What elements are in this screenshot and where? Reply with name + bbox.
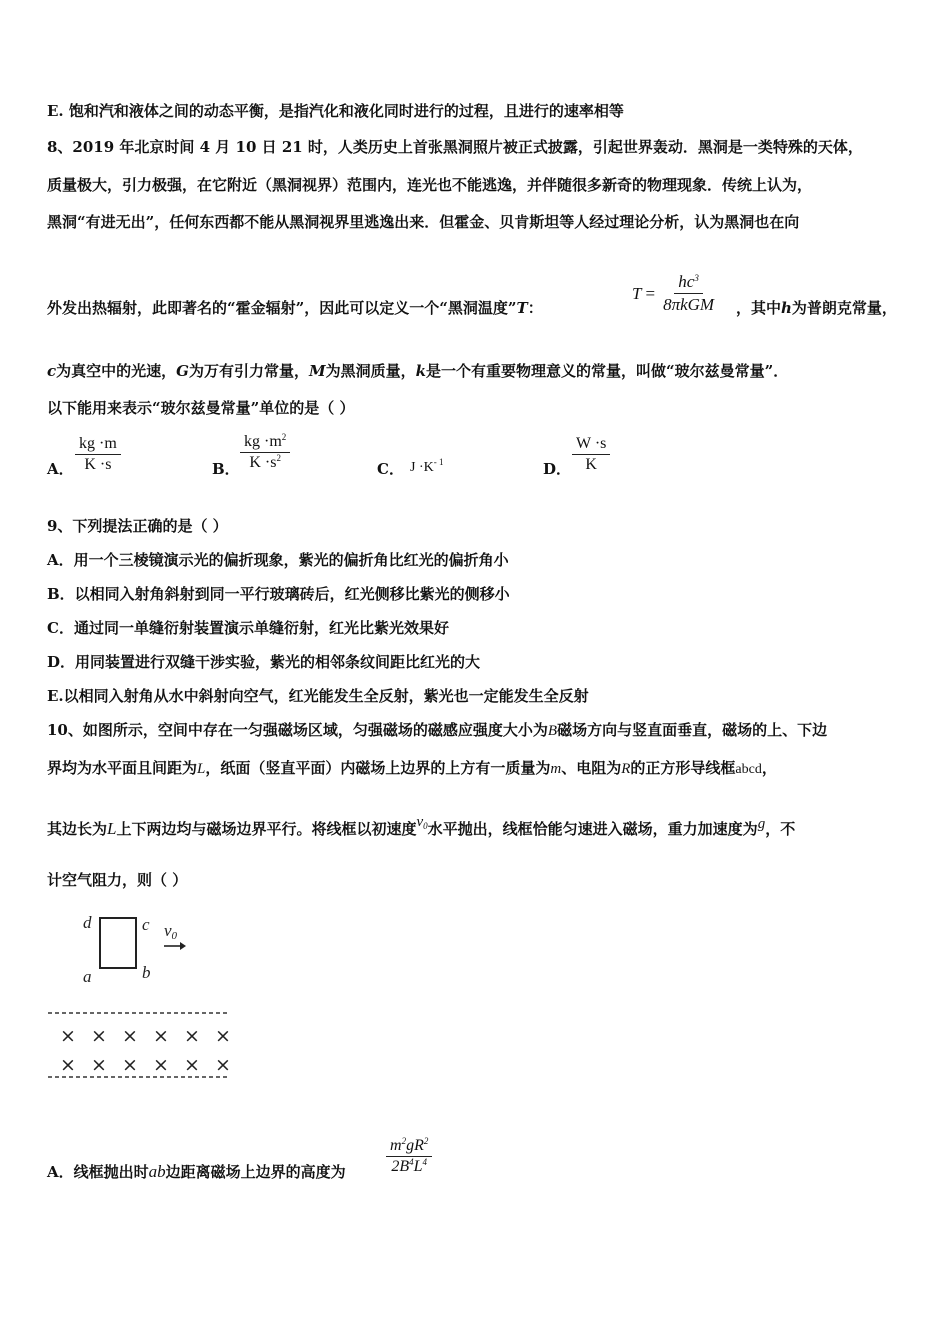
corner-label-b: b	[142, 963, 151, 982]
field-markers	[60, 1025, 231, 1076]
q8-text-line-4: 外发出热辐射，此即著名的“霍金辐射”，因此可以定义一个“黑洞温度”T：	[47, 299, 543, 317]
field-marker: ×	[215, 1025, 231, 1047]
q8-text-line-2: 质量极大，引力极强，在它附近（黑洞视界）范围内，连光也不能逃逸，并伴随很多新奇的物理现象．传统上认为，	[47, 176, 813, 194]
q8-option-d-unit: $\frac{W \cdot s}{K}$	[572, 435, 610, 474]
q8-text-line-5: c为真空中的光速，G为万有引力常量，M为黑洞质量，k是一个有重要物理意义的常量，叫做“玻尔兹曼常量”．	[47, 362, 789, 380]
velocity-arrow-head	[180, 942, 186, 950]
corner-label-c: c	[142, 915, 150, 934]
field-marker: ×	[215, 1054, 231, 1076]
q8-option-b-label: B．	[212, 460, 240, 478]
hawking-temperature-formula	[632, 272, 718, 315]
q8-option-c-label: C．	[377, 460, 404, 478]
q9-option-a: A．用一个三棱镜演示光的偏折现象，紫光的偏折角比红光的偏折角小	[47, 551, 509, 569]
magnetic-field-figure	[40, 900, 260, 1090]
field-marker: ×	[60, 1054, 76, 1076]
q10-text-line-2: 界均为水平面且间距为L，纸面（竖直平面）内磁场上边界的上方有一质量为m、电阻为R的正方形导线框abcd，	[47, 759, 777, 777]
q8-option-a-label: A．	[47, 460, 74, 478]
q10-text-line-4: 计空气阻力，则（ ）	[47, 871, 188, 889]
corner-label-d: d	[83, 913, 92, 932]
q10-option-a-height-formula: $\frac{m^2gR^2}{2B^4L^4}$	[386, 1137, 432, 1176]
q8-option-a-unit: $\frac{kg \cdot m}{K \cdot s}$	[75, 435, 121, 474]
q9-option-e: E.以相同入射角从水中斜射向空气，红光能发生全反射，紫光也一定能发生全反射	[47, 687, 589, 705]
formula-lhs: T	[632, 283, 642, 303]
field-marker: ×	[91, 1025, 107, 1047]
q8-text-line-1: 8、2019 年北京时间 4 月 10 日 21 时，人类历史上首张黑洞照片被正式披露，引起世界轰动．黑洞是一类特殊的天体，	[47, 138, 863, 156]
formula-equals: =	[645, 283, 656, 303]
velocity-label: v0	[164, 921, 178, 942]
q8-option-d-label: D．	[543, 460, 572, 478]
formula-fraction: $\frac{hc^3}{\text{8πkGM}}$	[663, 272, 715, 314]
q10-text-line-3: 其边长为L上下两边均与磁场边界平行。将线框以初速度$v_0$水平抛出，线框恰能匀速进入磁场，重力加速度为g，不	[47, 814, 796, 838]
q9-option-b: B．以相同入射角斜射到同一平行玻璃砖后，红光侧移比紫光的侧移小	[47, 585, 510, 603]
field-marker: ×	[122, 1054, 138, 1076]
corner-label-a: a	[83, 967, 92, 986]
q8-option-c-unit: $J \cdot K^{- 1}$	[410, 457, 444, 475]
field-marker: ×	[91, 1054, 107, 1076]
wire-frame	[100, 918, 136, 968]
field-marker: ×	[153, 1025, 169, 1047]
q8-text-line-4-tail: ，其中h为普朗克常量，	[736, 299, 897, 317]
field-marker: ×	[184, 1054, 200, 1076]
field-marker: ×	[153, 1054, 169, 1076]
q9-option-d: D．用同装置进行双缝干涉实验，紫光的相邻条纹间距比红光的大	[47, 653, 481, 671]
field-marker: ×	[122, 1025, 138, 1047]
option-e-previous-question: E. 饱和汽和液体之间的动态平衡，是指汽化和液化同时进行的过程，且进行的速率相等	[47, 102, 624, 120]
field-marker: ×	[60, 1025, 76, 1047]
q10-text-line-1: 10、如图所示，空间中存在一匀强磁场区域，匀强磁场的磁感应强度大小为B磁场方向与竖直面垂直，磁场的上、下边	[47, 721, 828, 739]
q10-option-a: A．线框抛出时ab边距离磁场上边界的高度为	[47, 1162, 346, 1181]
q8-text-line-3: 黑洞“有进无出”，任何东西都不能从黑洞视界里逃逸出来．但霍金、贝肯斯坦等人经过理论分析，认为黑洞也在向	[47, 213, 800, 231]
q9-stem: 9、下列提法正确的是（ ）	[47, 517, 228, 535]
field-marker: ×	[184, 1025, 200, 1047]
q8-text-line-6: 以下能用来表示“玻尔兹曼常量”单位的是（ ）	[47, 399, 355, 417]
q8-option-b-unit: $\frac{kg \cdot m^2}{K \cdot s^2}$	[240, 433, 290, 472]
q9-option-c: C．通过同一单缝衍射装置演示单缝衍射，红光比紫光效果好	[47, 619, 449, 637]
